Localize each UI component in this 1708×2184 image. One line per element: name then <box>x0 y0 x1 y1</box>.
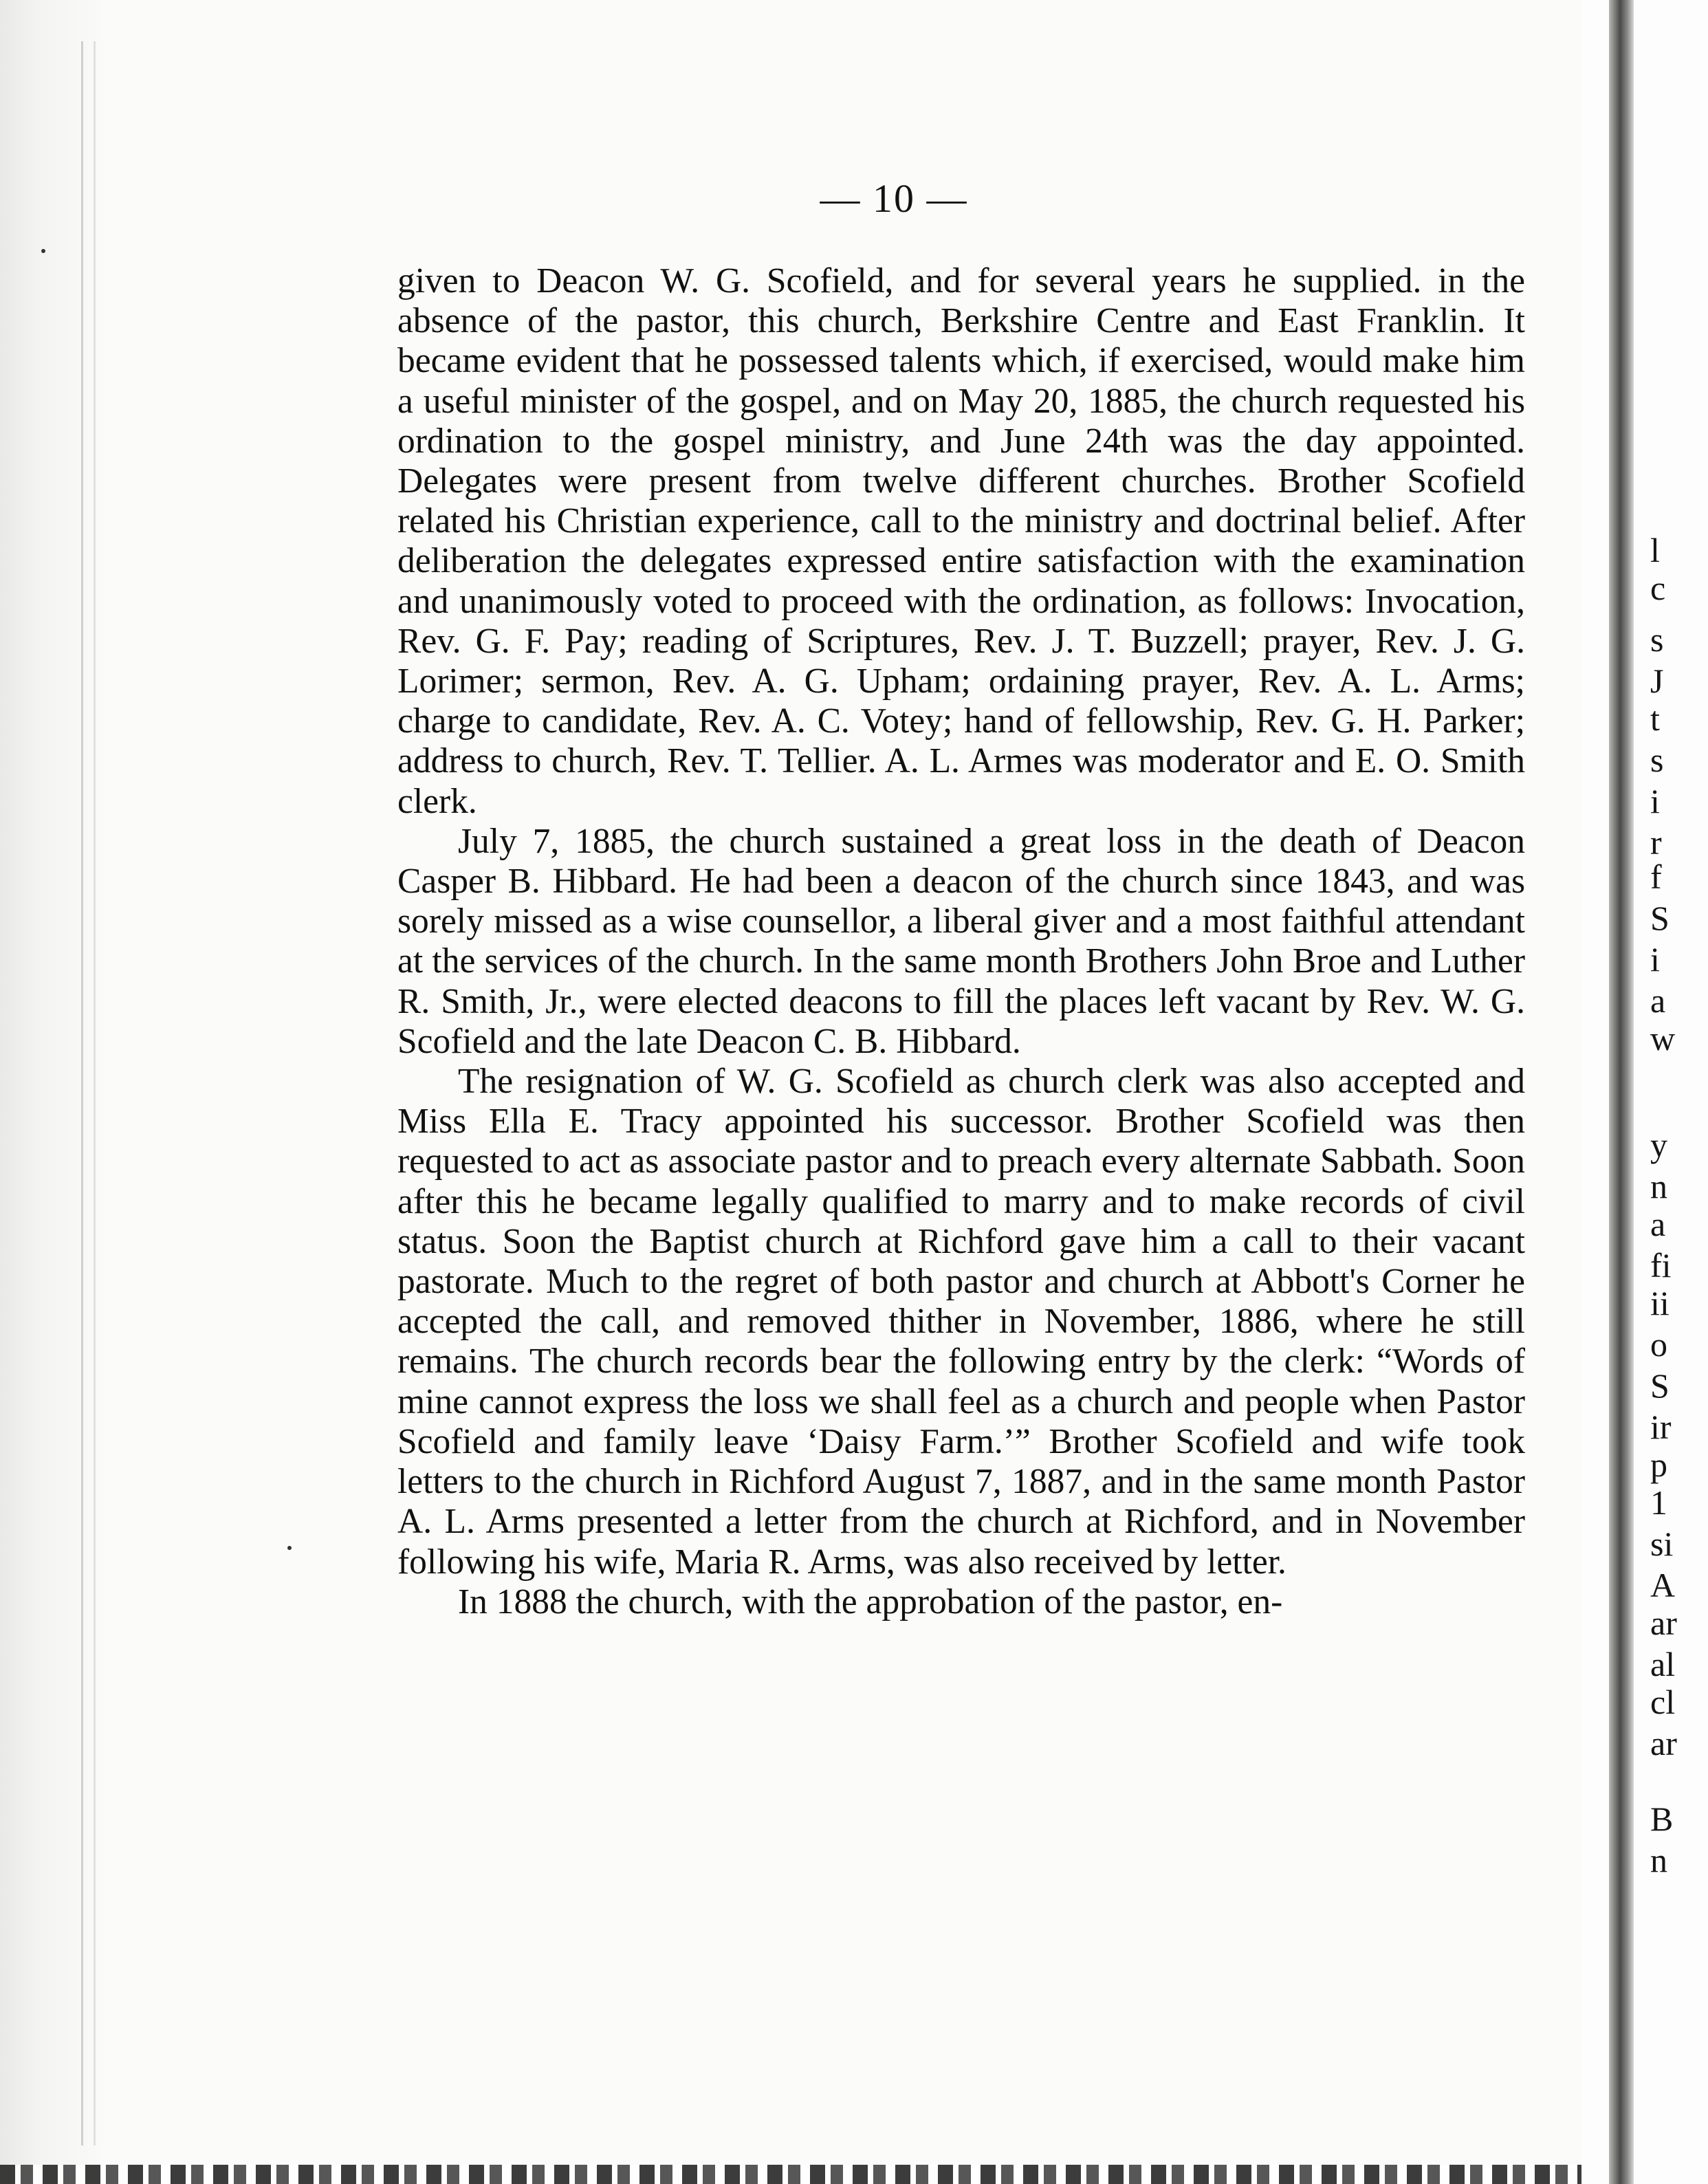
paragraph: given to Deacon W. G. Scofield, and for several years he supplied. in the absence of the pastor, this church, Berkshire Centre and East Franklin. It became evident that he possessed talents which, if exercised, would make him a useful minister of the gospel, and on May 20, 1885, the church requested his ordination to the gospel ministry, and June 24th was the day appointed. Delegates were present from twelve different churches. Brother Scofield related his Christian experience, call to the ministry and doctrinal belief. After deliberation the delegates expressed entire satisfaction with the examination and unanimously voted to proceed with the ordination, as follows: Invocation, Rev. G. F. Pay; reading of Scriptures, Rev. J. T. Buzzell; prayer, Rev. J. G. Lorimer; sermon, Rev. A. G. Upham; ordaining prayer, Rev. A. L. Arms; charge to candidate, Rev. A. C. Votey; hand of fellowship, Rev. G. H. Parker; address to church, Rev. T. Tellier. A. L. Armes was moderator and E. O. Smith clerk. <box>397 261 1525 821</box>
facing-page-fragment: J <box>1650 662 1664 700</box>
facing-page-fragment: fi <box>1650 1246 1672 1285</box>
paragraph: In 1888 the church, with the approbation of the pastor, en- <box>458 1582 1283 1621</box>
stray-mark <box>287 1546 292 1550</box>
facing-page-fragment: 1 <box>1650 1483 1667 1522</box>
facing-page-fragment: s <box>1650 620 1664 659</box>
facing-page-fragment: a <box>1650 1205 1666 1243</box>
book-spine-shadow <box>1609 0 1634 2184</box>
facing-page-fragment: cl <box>1650 1683 1676 1721</box>
facing-page-fragment: l <box>1650 531 1660 569</box>
facing-page-fragment: t <box>1650 699 1660 738</box>
facing-page-fragment: ar <box>1650 1724 1677 1762</box>
facing-page-fragment: ii <box>1650 1284 1669 1322</box>
facing-page-fragment: c <box>1650 569 1666 607</box>
left-page-edge <box>0 0 103 2184</box>
facing-page-fragment: ir <box>1650 1408 1672 1446</box>
facing-page-fragment: r <box>1650 823 1662 862</box>
facing-page-fragment: S <box>1650 1366 1669 1405</box>
page-number: — 10 — <box>820 176 968 221</box>
facing-page-fragment: f <box>1650 858 1662 896</box>
facing-page-fragment: B <box>1650 1800 1674 1838</box>
facing-page-fragment: s <box>1650 741 1664 779</box>
facing-page-fragment: y <box>1650 1126 1667 1164</box>
paragraph: The resignation of W. G. Scofield as church clerk was also accepted and Miss Ella E. Tracy appointed his successor. Brother Scofield was then requested to act as associate pastor and to preach every alternate Sabbath. Soon after this he became legally qualified to marry and to make records of civil status. Soon the Baptist church at Richford gave him a call to their vacant pastorate. Much to the regret of both pastor and church at Abbott's Corner he accepted the call, and removed thither in November, 1886, where he still remains. The church records bear the following entry by the clerk: “Words of mine cannot express the loss we shall feel as a church and people when Pastor Scofield and family leave ‘Daisy Farm.’” Brother Scofield and wife took letters to the church in Richford August 7, 1887, and in the same month Pastor A. L. Arms presented a letter from the church at Richford, and in November following his wife, Maria R. Arms, was also received by letter. <box>397 1062 1525 1582</box>
facing-page-fragment: a <box>1650 981 1666 1020</box>
facing-page-fragment: si <box>1650 1525 1674 1563</box>
facing-page-fragment: S <box>1650 899 1669 937</box>
facing-page-fragments <box>1650 0 1708 2184</box>
bottom-page-edge <box>0 2165 1581 2184</box>
facing-page-fragment: i <box>1650 940 1660 979</box>
facing-page-fragment: n <box>1650 1167 1667 1205</box>
facing-page-fragment: i <box>1650 782 1660 820</box>
facing-page-fragment: ar <box>1650 1604 1677 1642</box>
body-text <box>397 261 1525 1622</box>
facing-page-fragment: o <box>1650 1325 1667 1364</box>
stray-mark <box>41 249 45 253</box>
facing-page-fragment: al <box>1650 1645 1676 1683</box>
facing-page-fragment: w <box>1650 1019 1676 1058</box>
facing-page-fragment: n <box>1650 1841 1667 1879</box>
facing-page-fragment: p <box>1650 1445 1667 1484</box>
facing-page-strip <box>1581 0 1708 2184</box>
facing-page-fragment: A <box>1650 1566 1676 1604</box>
paragraph: July 7, 1885, the church sustained a great loss in the death of Deacon Casper B. Hibbard. He had been a deacon of the church since 1843, and was sorely missed as a wise counsellor, a liberal giver and a most faithful attendant at the services of the church. In the same month Brothers John Broe and Luther R. Smith, Jr., were elected deacons to fill the places left vacant by Rev. W. G. Scofield and the late Deacon C. B. Hibbard. <box>397 821 1525 1061</box>
